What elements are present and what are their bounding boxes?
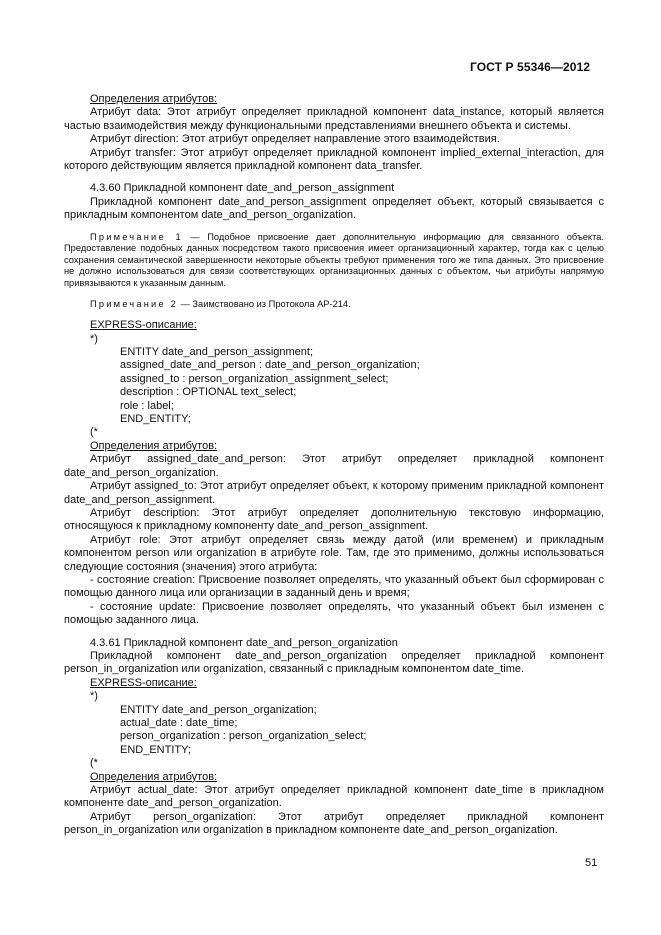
attribute-def-data: Атрибут data: Этот атрибут определяет прикладной компонент data_instance, который является частью взаимодействия между функциональными представлениями внешнего объекта и системы. [64,106,604,132]
note-2 [64,299,604,311]
standard-code-header: ГОСТ Р 55346—2012 [470,60,591,74]
express-code-block [64,346,604,426]
code-line: END_ENTITY; [120,743,191,756]
note-1 [64,232,604,290]
attribute-def-direction: Атрибут direction: Этот атрибут определяет направление этого взаимодействия. [90,133,500,146]
code-line: role : label; [120,399,174,412]
attributes-definitions-heading: Определения атрибутов: [90,93,218,105]
code-line: ENTITY date_and_person_assignment; [120,346,314,359]
code-line: assigned_date_and_person : date_and_person_organization; [120,359,420,372]
attribute-def-assigned-date-and-person: Атрибут assigned_date_and_person: Этот атрибут определяет прикладной компонент date_and_person_organization. [64,453,604,479]
express-description-label: EXPRESS-описание: [90,676,197,689]
section-heading-4-3-61: 4.3.61 Прикладной компонент date_and_person_organization [90,636,398,649]
code-line: actual_date : date_time; [120,717,238,729]
express-code-block [64,704,604,758]
express-open-comment: *) [90,332,98,345]
code-line: description : OPTIONAL text_select; [120,386,297,399]
note-2-text: — Заимствовано из Протокола АР-214. [177,298,351,309]
section-heading-4-3-60: 4.3.60 Прикладной компонент date_and_person_assignment [90,182,395,195]
attribute-def-transfer: Атрибут transfer: Этот атрибут определяет прикладной компонент implied_external_interaction, для которого действующим является прикладной компонент data_transfer. [64,146,604,173]
attribute-def-role: Атрибут role: Этот атрибут определяет связь между датой (или временем) и прикладным компонентом person или organization в атрибуте role. Там, где это применимо, должны использоваться следующие состояния (значения) этого атрибута: [64,533,604,573]
code-line: ENTITY date_and_person_organization; [120,703,317,716]
attribute-def-description: Атрибут description: Этот атрибут определяет дополнительную текстовую информацию, относящуюся к прикладному компоненту date_and_person_assignment. [64,506,604,533]
code-line: person_organization : person_organization_select; [120,730,367,743]
express-open-comment: *) [90,690,98,703]
attribute-def-actual-date: Атрибут actual_date: Этот атрибут определяет прикладной компонент date_time в прикладном компоненте date_and_person_organization. [64,784,604,810]
state-creation: - состояние creation: Присвоение позволяет определять, что указанный объект был сформирован с помощью данного лица или организации в заданный день и время; [64,573,604,600]
note-2-label: Примечание 2 [90,298,178,309]
section-intro-4-3-60: Прикладной компонент date_and_person_assignment определяет объект, который связывается с прикладным компонентом date_and_person_organization. [64,195,604,222]
attributes-definitions-heading: Определения атрибутов: [90,439,218,452]
page-content [64,93,604,838]
page-number: 51 [585,857,598,869]
attributes-definitions-heading: Определения атрибутов: [90,770,218,783]
attribute-def-assigned-to: Атрибут assigned_to: Этот атрибут определяет объект, к которому применим прикладной компонент date_and_person_assignment. [64,480,604,506]
code-line: assigned_to : person_organization_assignment_select; [120,372,389,385]
section-intro-4-3-61: Прикладной компонент date_and_person_organization определяет прикладной компонент person_in_organization или organization, связанный с прикладным компонентом date_time. [64,649,604,676]
express-close-comment: (* [90,757,98,770]
state-update: - состояние update: Присвоение позволяет определять, что указанный объект был изменен с помощью заданного лица. [64,600,604,627]
note-1-text: — Подобное присвоение дает дополнительную информацию для связанного объекта. Предоставление подобных данных посредством такого присвоения имеет организационный характер, тогда как с целью сохранения семантической завершенности некоторые объекты требуют применения того же типа данных. Это присвоение не должно использоваться для связи соответствующих организационных данных с объектом, чьи атрибуты напрямую привязываются к указанным данным. [64,231,604,289]
attribute-def-person-organization: Атрибут person_organization: Этот атрибут определяет прикладной компонент person_in_organization или organization в прикладном компоненте date_and_person_organization. [64,810,604,837]
express-close-comment: (* [90,426,98,439]
express-description-label: EXPRESS-описание: [90,319,197,332]
code-line: END_ENTITY; [120,413,191,426]
note-1-label: Примечание 1 [90,231,183,242]
